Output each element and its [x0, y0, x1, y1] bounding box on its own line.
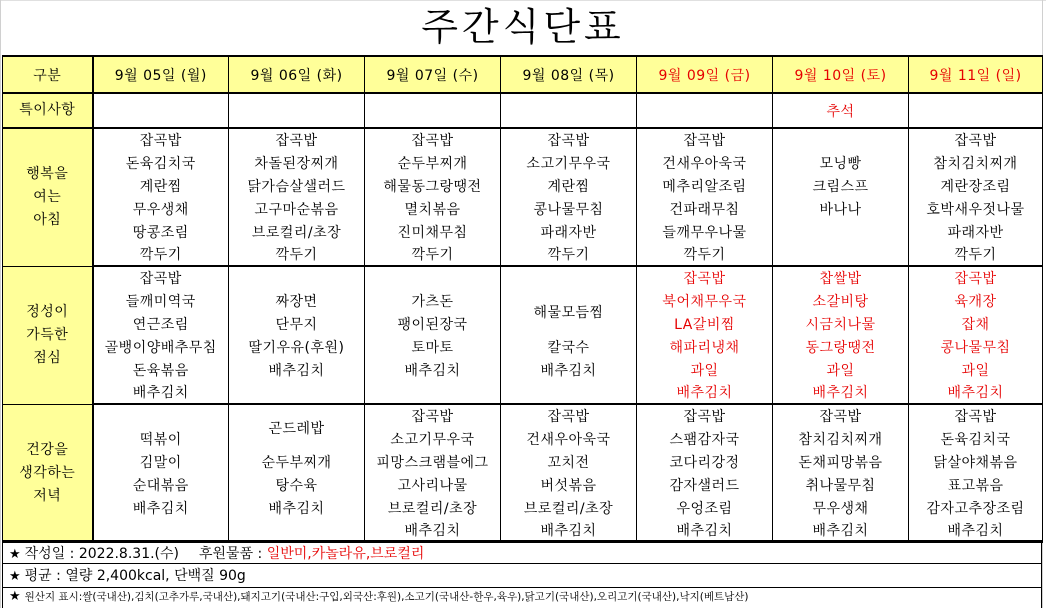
menu-item: 차돌된장찌개: [229, 151, 365, 174]
menu-item: LA갈비찜: [637, 312, 773, 335]
menu-item: 김말이: [93, 450, 229, 473]
footer-origin-row: [2, 588, 1042, 608]
menu-item: 건새우아욱국: [501, 427, 637, 450]
breakfast-row: [3, 128, 1043, 151]
menu-item: 브로컬리/초장: [229, 220, 365, 243]
day-header: 9월 11일 (일): [909, 56, 1043, 93]
menu-item: 잡채: [909, 312, 1043, 335]
lunch-label-line: 정성이: [26, 303, 69, 320]
menu-item: 브로컬리/초장: [501, 496, 637, 519]
menu-item: [365, 381, 501, 404]
menu-item: [365, 266, 501, 289]
menu-item: 과일: [909, 358, 1043, 381]
menu-item: 딸기우유(후원): [229, 335, 365, 358]
menu-item: 잡곡밥: [773, 404, 909, 427]
star-icon: ★: [9, 569, 21, 584]
menu-item: 잡곡밥: [909, 266, 1043, 289]
menu-item: 잡곡밥: [909, 404, 1043, 427]
menu-item: 시금치나물: [773, 312, 909, 335]
menu-item: 땅콩조림: [93, 220, 229, 243]
menu-item: 북어채무우국: [637, 289, 773, 312]
menu-item: 배추김치: [637, 381, 773, 404]
menu-item: 동그랑땡전: [773, 335, 909, 358]
menu-item: 감자고추장조림: [909, 496, 1043, 519]
menu-item: 잡곡밥: [229, 128, 365, 151]
menu-item: 바나나: [773, 197, 909, 220]
menu-item: 무우생채: [93, 197, 229, 220]
menu-item: 닭살야채볶음: [909, 450, 1043, 473]
menu-item: 브로컬리/초장: [365, 496, 501, 519]
menu-item: 소고기무우국: [365, 427, 501, 450]
category-header: 구분: [3, 56, 93, 93]
menu-item: 진미채무침: [365, 220, 501, 243]
menu-item: 파래자반: [501, 220, 637, 243]
menu-item: [773, 243, 909, 266]
lunch-row: [3, 381, 1043, 404]
lunch-row: [3, 266, 1043, 289]
breakfast-label-line: 아침: [33, 211, 62, 228]
menu-item: [773, 220, 909, 243]
dinner-row: [3, 519, 1043, 542]
day-header: 9월 08일 (목): [501, 56, 637, 93]
nutrition-average: 평균 : 열량 2,400kcal, 단백질 90g: [24, 568, 246, 584]
star-icon: ★: [9, 589, 21, 604]
created-date: 작성일 : 2022.8.31.(수): [24, 546, 179, 562]
dinner-label: [3, 404, 93, 542]
dinner-row: [3, 496, 1043, 519]
menu-item: 들깨미역국: [93, 289, 229, 312]
breakfast-label-line: 여는: [33, 188, 62, 205]
day-header: 9월 05일 (월): [93, 56, 229, 93]
menu-item: 계란장조림: [909, 174, 1043, 197]
day-header: 9월 07일 (수): [365, 56, 501, 93]
dinner-label-line: 저녁: [33, 487, 62, 504]
menu-item: [229, 266, 365, 289]
dinner-row: [3, 473, 1043, 496]
menu-item: 깍두기: [93, 243, 229, 266]
menu-item: 배추김치: [501, 519, 637, 542]
menu-item: 배추김치: [365, 519, 501, 542]
menu-item: 잡곡밥: [637, 128, 773, 151]
menu-item: 가츠돈: [365, 289, 501, 312]
menu-item: 돈육김치국: [93, 151, 229, 174]
menu-item: [229, 519, 365, 542]
menu-item: 취나물무침: [773, 473, 909, 496]
menu-item: 과일: [773, 358, 909, 381]
menu-item: 참치김치찌개: [773, 427, 909, 450]
menu-item: 육개장: [909, 289, 1043, 312]
menu-item: 메추리알조림: [637, 174, 773, 197]
menu-item: 배추김치: [637, 519, 773, 542]
menu-item: 해물모듬찜: [501, 289, 637, 335]
menu-item: 고구마순볶음: [229, 197, 365, 220]
header-row: [3, 56, 1043, 93]
menu-item: 스팸감자국: [637, 427, 773, 450]
donation-items: 일반미,카놀라유,브로컬리: [266, 546, 425, 562]
menu-item: 들깨무우나물: [637, 220, 773, 243]
menu-item: 모닝빵: [773, 151, 909, 174]
menu-item: 멸치볶음: [365, 197, 501, 220]
menu-item: 깍두기: [909, 243, 1043, 266]
dinner-label-line: 건강을: [26, 441, 69, 458]
breakfast-row: [3, 243, 1043, 266]
weekly-menu-table: [2, 55, 1043, 543]
menu-item: 콩나물무침: [909, 335, 1043, 358]
menu-item: 고사리나물: [365, 473, 501, 496]
origin-notice: 원산지 표시:쌀(국내산),김치(고추가루,국내산),돼지고기(국내산:구입,외국산:후원),소고기(국내산-한우,육우),닭고기(국내산),오리고기(국내산),낙지(베트남산): [24, 591, 749, 603]
day-header: 9월 10일 (토): [773, 56, 909, 93]
menu-item: 깍두기: [229, 243, 365, 266]
menu-item: 잡곡밥: [637, 404, 773, 427]
menu-item: [93, 519, 229, 542]
breakfast-row: [3, 220, 1043, 243]
menu-item: 과일: [637, 358, 773, 381]
menu-item: 닭가슴살샐러드: [229, 174, 365, 197]
menu-item: 소갈비탕: [773, 289, 909, 312]
menu-item: 무우생채: [773, 496, 909, 519]
special-note-cell: [501, 93, 637, 128]
menu-item: 배추김치: [93, 496, 229, 519]
special-note-cell: [909, 93, 1043, 128]
donation-label: 후원물품 :: [199, 546, 263, 562]
menu-item: 잡곡밥: [93, 128, 229, 151]
breakfast-label: [3, 128, 93, 266]
menu-item: 콩나물무침: [501, 197, 637, 220]
menu-item: [229, 381, 365, 404]
lunch-label: [3, 266, 93, 404]
lunch-row: [3, 289, 1043, 312]
menu-item: 곤드레밥: [229, 404, 365, 450]
dinner-row: [3, 404, 1043, 427]
menu-item: 배추김치: [773, 519, 909, 542]
special-note-cell: 추석: [773, 93, 909, 128]
special-note-cell: [93, 93, 229, 128]
menu-item: 잡곡밥: [637, 266, 773, 289]
menu-item: 깍두기: [637, 243, 773, 266]
dinner-row: [3, 450, 1043, 473]
menu-item: [93, 404, 229, 427]
menu-item: 순두부찌개: [365, 151, 501, 174]
menu-item: 건새우아욱국: [637, 151, 773, 174]
menu-item: 배추김치: [501, 358, 637, 381]
day-header: 9월 06일 (화): [229, 56, 365, 93]
menu-item: 짜장면: [229, 289, 365, 312]
menu-item: 표고볶음: [909, 473, 1043, 496]
menu-item: 찹쌀밥: [773, 266, 909, 289]
menu-item: 피망스크램블에그: [365, 450, 501, 473]
menu-item: 잡곡밥: [501, 128, 637, 151]
lunch-label-line: 점심: [33, 349, 62, 366]
dinner-row: [3, 427, 1043, 450]
menu-item: 배추김치: [909, 381, 1043, 404]
special-notes-row: [3, 93, 1043, 128]
menu-item: 건파래무침: [637, 197, 773, 220]
menu-item: 잡곡밥: [93, 266, 229, 289]
menu-item: 크림스프: [773, 174, 909, 197]
page-title: 주간식단표: [421, 5, 625, 49]
lunch-row: [3, 335, 1043, 358]
menu-item: 우엉조림: [637, 496, 773, 519]
menu-item: 참치김치찌개: [909, 151, 1043, 174]
menu-item: 배추김치: [365, 358, 501, 381]
left-rule: [0, 0, 1, 608]
dinner-label-line: 생각하는: [19, 464, 76, 481]
menu-item: 돈육볶음: [93, 358, 229, 381]
special-note-cell: [637, 93, 773, 128]
lunch-row: [3, 358, 1043, 381]
menu-item: 골뱅이양배추무침: [93, 335, 229, 358]
menu-item: 파래자반: [909, 220, 1043, 243]
menu-item: 배추김치: [773, 381, 909, 404]
special-notes-label: 특이사항: [3, 93, 93, 128]
lunch-label-line: 가득한: [26, 326, 69, 343]
star-icon: ★: [9, 547, 21, 562]
menu-item: 단무지: [229, 312, 365, 335]
menu-item: 해파리냉채: [637, 335, 773, 358]
day-header: 9월 09일 (금): [637, 56, 773, 93]
footer-created-row: [2, 540, 1042, 564]
breakfast-row: [3, 197, 1043, 220]
menu-item: 칼국수: [501, 335, 637, 358]
breakfast-label-line: 행복을: [26, 165, 69, 182]
menu-item: 코다리강정: [637, 450, 773, 473]
menu-item: 돈육김치국: [909, 427, 1043, 450]
menu-item: 버섯볶음: [501, 473, 637, 496]
menu-item: 순두부찌개: [229, 450, 365, 473]
menu-item: 소고기무우국: [501, 151, 637, 174]
menu-item: 계란찜: [93, 174, 229, 197]
footer-average-row: [2, 564, 1042, 588]
special-note-cell: [365, 93, 501, 128]
menu-item: 떡볶이: [93, 427, 229, 450]
menu-item: 잡곡밥: [365, 404, 501, 427]
menu-item: [773, 128, 909, 151]
menu-item: 계란찜: [501, 174, 637, 197]
menu-item: 팽이된장국: [365, 312, 501, 335]
menu-item: 잡곡밥: [909, 128, 1043, 151]
menu-item: 잡곡밥: [365, 128, 501, 151]
menu-item: 호박새우젓나물: [909, 197, 1043, 220]
menu-item: 토마토: [365, 335, 501, 358]
menu-item: 해물동그랑땡전: [365, 174, 501, 197]
menu-item: 배추김치: [229, 496, 365, 519]
special-note-cell: [229, 93, 365, 128]
menu-item: 깍두기: [501, 243, 637, 266]
breakfast-row: [3, 151, 1043, 174]
menu-item: 탕수육: [229, 473, 365, 496]
menu-item: 배추김치: [909, 519, 1043, 542]
menu-item: 배추김치: [93, 381, 229, 404]
menu-item: 배추김치: [229, 358, 365, 381]
breakfast-row: [3, 174, 1043, 197]
menu-item: 감자샐러드: [637, 473, 773, 496]
menu-item: 꼬치전: [501, 450, 637, 473]
menu-item: 깍두기: [365, 243, 501, 266]
menu-item: 돈채피망볶음: [773, 450, 909, 473]
menu-item: [501, 381, 637, 404]
menu-item: [501, 266, 637, 289]
menu-item: 순대볶음: [93, 473, 229, 496]
menu-item: 잡곡밥: [501, 404, 637, 427]
menu-item: 연근조림: [93, 312, 229, 335]
